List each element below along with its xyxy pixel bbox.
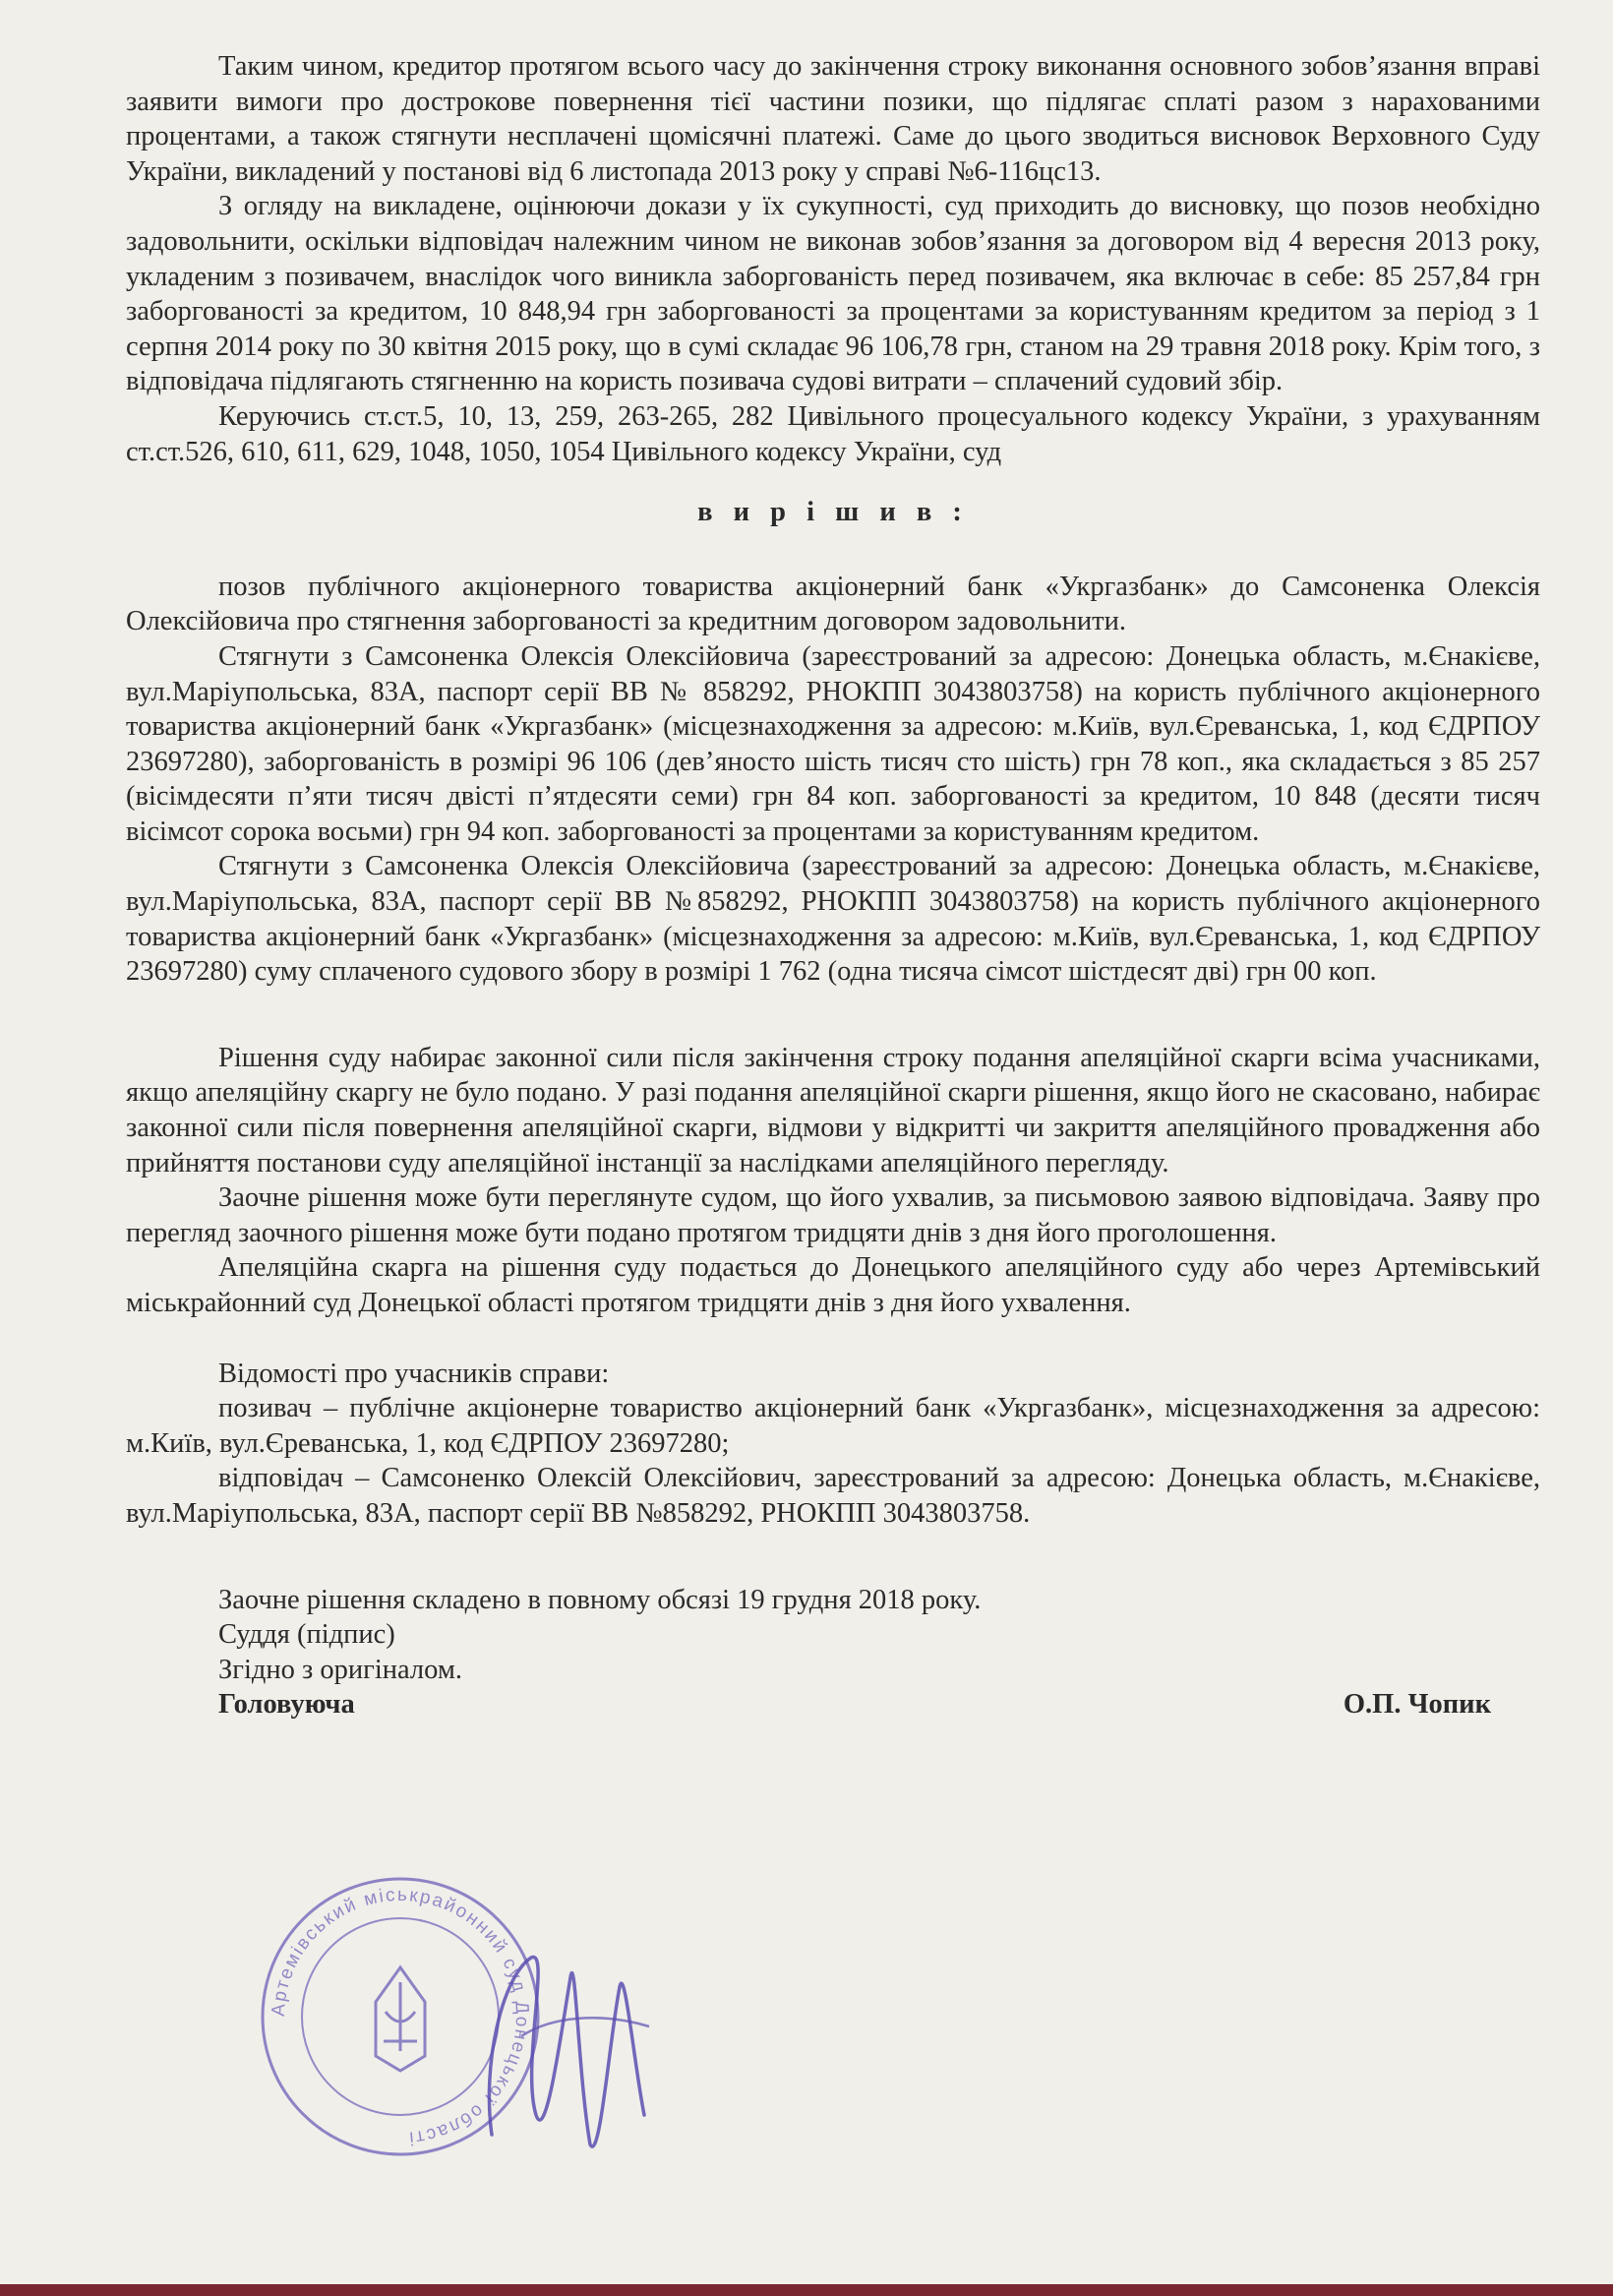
participants-title: Відомості про учасників справи:	[218, 1358, 610, 1389]
decision-recover-debt: Стягнути з Самсоненка Олексія Олексійовича (зареєстрований за адресою: Донецька область, м.Єнакієве, вул.Маріупольська, 83А, паспорт серії ВВ № 858292, РНОКПП 3043803758) на користь публічного акціонерного товариства акціонерний банк «Укргазбанк» (місцезнаходження за адресою: м.Київ, вул.Єреванська, 1, код ЄДРПОУ 23697280), заборгованість в розмірі 96 106 (дев’яносто шість тисяч сто шість) грн 78 коп., яка складається з 85 257 (вісімдесяти п’яти тисяч двісті п’ятдесяти семи) грн 84 коп. заборгованості за кредитом, 10 848 (десяти тисяч вісімсот сорока восьми) грн 94 коп. заборгованості за процентами за користуванням кредитом.	[126, 640, 1540, 847]
participant-plaintiff: позивач – публічне акціонерне товариство акціонерний банк «Укргазбанк», місцезнаходження за адресою: м.Київ, вул.Єреванська, 1, код ЄДРПОУ 23697280;	[126, 1393, 1540, 1459]
document-body	[126, 49, 1540, 1722]
paragraph-conclusion-credit: Таким чином, кредитор протягом всього часу до закінчення строку виконання основного зобов’язання вправі заявити вимоги про дострокове повернення тієї частини позики, що підлягає сплаті разом з нарахованими процентами, а також стягнути несплачені щомісячні платежі. Саме до цього зводиться висновок Верховного Суду України, викладений у постанові від 6 листопада 2013 року у справі №6-116цс13.	[126, 51, 1540, 187]
procedure-review: Заочне рішення може бути переглянуте судом, що його ухвалив, за письмовою заявою відповідача. Заяву про перегляд заочного рішення може бути подано протягом тридцяти днів з дня його проголошення.	[126, 1182, 1540, 1248]
judge-name: О.П. Чопик	[1343, 1689, 1491, 1721]
closing-certified-line: Згідно з оригіналом.	[218, 1654, 462, 1685]
paragraph-court-conclusion: З огляду на викладене, оцінюючи докази у їх сукупності, суд приходить до висновку, що позов необхідно задовольнити, оскільки відповідач належним чином не виконав зобов’язання за договором від 4 вересня 2013 року, укладеним з позивачем, внаслідок чого виникла заборгованість перед позивачем, яка включає в себе: 85 257,84 грн заборгованості за кредитом, 10 848,94 грн заборгованості за процентами за користуванням кредитом за період з 1 серпня 2014 року по 30 квітня 2015 року, що в сумі складає 96 106,78 грн, станом на 29 травня 2018 року. Крім того, з відповідача підлягають стягненню на користь позивача судові витрати – сплачений судовий збір.	[126, 191, 1540, 397]
paragraph-legal-basis: Керуючись ст.ст.5, 10, 13, 259, 263-265, 282 Цивільного процесуального кодексу України, з урахуванням ст.ст.526, 610, 611, 629, 1048, 1050, 1054 Цивільного кодексу України, суд	[126, 400, 1540, 467]
closing-judge-line: Суддя (підпис)	[218, 1619, 395, 1651]
presiding-row	[126, 1687, 1540, 1722]
procedure-appeal: Апеляційна скарга на рішення суду подається до Донецького апеляційного суду або через Артемівський міськрайонний суд Донецької області протягом тридцяти днів з дня його ухвалення.	[126, 1252, 1540, 1318]
participant-defendant: відповідач – Самсоненко Олексій Олексійович, зареєстрований за адресою: Донецька область, м.Єнакієве, вул.Маріупольська, 83А, паспорт серії ВВ №858292, РНОКПП 3043803758.	[126, 1463, 1540, 1529]
decision-heading: в и р і ш и в :	[697, 497, 969, 528]
decision-claim-satisfied: позов публічного акціонерного товариства акціонерний банк «Укргазбанк» до Самсоненка Олексія Олексійовича про стягнення заборгованості за кредитним договором задовольнити.	[126, 571, 1540, 637]
presiding-role: Головуюча	[218, 1689, 355, 1721]
bottom-edge-strip	[0, 2284, 1613, 2296]
decision-recover-court-fee: Стягнути з Самсоненка Олексія Олексійовича (зареєстрований за адресою: Донецька область, м.Єнакієве, вул.Маріупольська, 83А, паспорт серії ВВ №858292, РНОКПП 3043803758) на користь публічного акціонерного товариства акціонерний банк «Укргазбанк» (місцезнаходження за адресою: м.Київ, вул.Єреванська, 1, код ЄДРПОУ 23697280) суму сплаченого судового збору в розмірі 1 762 (одна тисяча сімсот шістдесят дві) грн 00 коп.	[126, 851, 1540, 988]
svg-text:Артемівський міськрайонний суд: Артемівський міськрайонний суд Донецької області	[268, 1884, 533, 2148]
signature-block	[126, 1583, 1540, 1722]
judge-signature-icon	[462, 1918, 669, 2174]
closing-date-line: Заочне рішення складено в повному обсязі 19 грудня 2018 року.	[218, 1584, 982, 1615]
procedure-entry-into-force: Рішення суду набирає законної сили після закінчення строку подання апеляційної скарги всіма учасниками, якщо апеляційну скаргу не було подано. У разі подання апеляційної скарги рішення, якщо його не скасовано, набирає законної сили після повернення апеляційної скарги, відмови у відкритті чи закриття апеляційного провадження або прийняття постанови суду апеляційної інстанції за наслідками апеляційного перегляду.	[126, 1042, 1540, 1178]
